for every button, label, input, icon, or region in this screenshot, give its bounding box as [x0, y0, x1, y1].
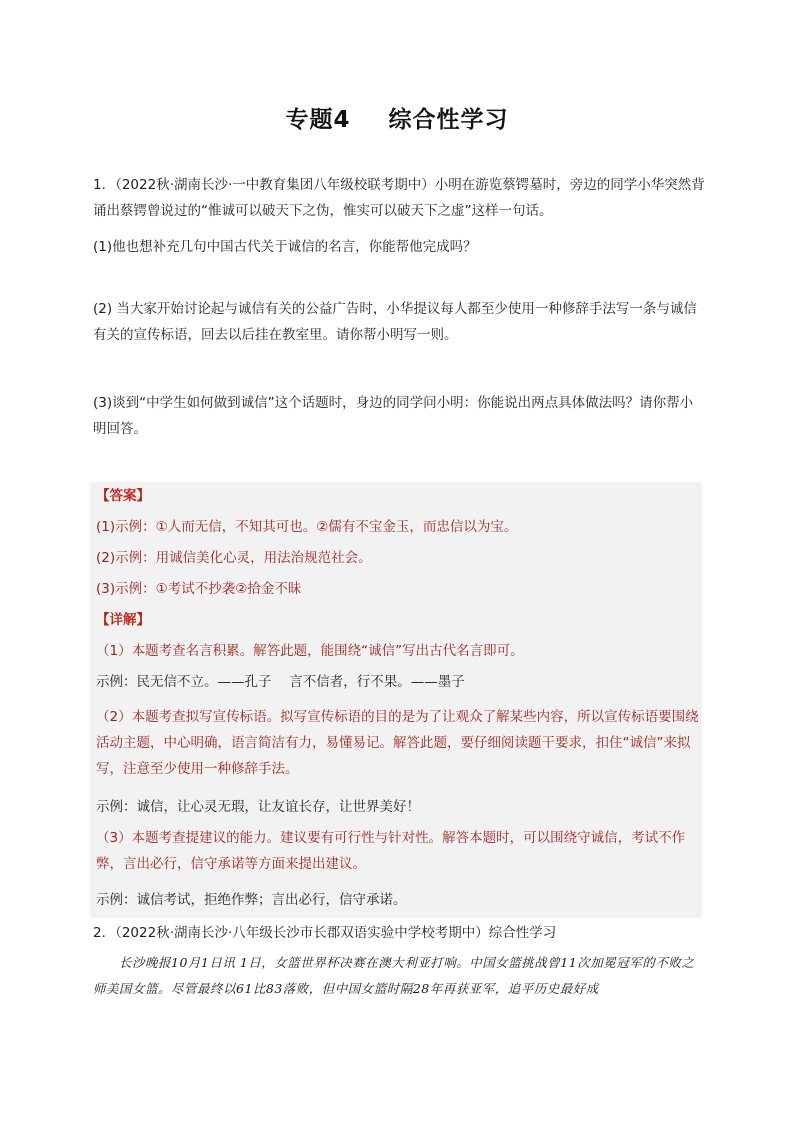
detail-2-example: 示例：诚信，让心灵无瑕，让友谊长存，让世界美好！ [96, 799, 420, 815]
page-title [0, 101, 794, 134]
question-1-stem: 1．（2022秋·湖南长沙·一中教育集团八年级校联考期中）小明在游览蔡锷墓时，旁边的同学小华突然背诵出蔡锷曾说过的“惟诚可以破天下之伪，惟实可以破天下之虚”这样一句话。 [93, 177, 705, 219]
question-1-part-1: (1)他也想补充几句中国古代关于诚信的名言，你能帮他完成吗？ [93, 239, 477, 255]
answer-2: (2)示例：用诚信美化心灵，用法治规范社会。 [96, 550, 372, 566]
answer-tag: 【答案】 [96, 488, 150, 504]
answer-1: (1)示例：①人而无信，不知其可也。②儒有不宝金玉，而忠信以为宝。 [96, 519, 518, 535]
question-1-part-3: (3)谈到“中学生如何做到诚信”这个话题时，身边的同学问小明：你能说出两点具体做法吗？请你帮小明回答。 [93, 395, 694, 437]
detail-1: （1）本题考查名言积累。解答此题，能围绕“诚信”写出古代名言即可。 [96, 643, 524, 659]
detail-2: （2）本题考查拟写宣传标语。拟写宣传标语的目的是为了让观众了解某些内容，所以宣传标语要围绕活动主题，中心明确，语言简洁有力，易懂易记。解答此题，要仔细阅读题干要求，扣住“诚信”来拟写，注意至少使用一种修辞手法。 [96, 709, 699, 777]
question-2-story: 长沙晚报10月1日讯 1日，女篮世界杯决赛在澳大利亚打响。中国女篮挑战曾11次加冕冠军的不败之师美国女篮。尽管最终以61比83落败，但中国女篮时隔28年再获亚军，追平历史最好成 [93, 955, 695, 996]
title-main: 专题4 [285, 107, 351, 133]
detail-3-example: 示例：诚信考试，拒绝作弊；言出必行，信守承诺。 [96, 892, 407, 908]
title-sub: 综合性学习 [388, 107, 509, 133]
answer-3: (3)示例：①考试不抄袭②拾金不昧 [96, 581, 302, 597]
detail-tag: 【详解】 [96, 612, 150, 628]
detail-1-example: 示例：民无信不立。——孔子 言不信者，行不果。——墨子 [96, 674, 465, 690]
question-1-part-2: (2) 当大家开始讨论起与诚信有关的公益广告时，小华提议每人都至少使用一种修辞手法写一条与诚信有关的宣传标语，回去以后挂在教室里。请你帮小明写一则。 [93, 301, 697, 343]
detail-3: （3）本题考查提建议的能力。建议要有可行性与针对性。解答本题时，可以围绕守诚信，考试不作弊，言出必行，信守承诺等方面来提出建议。 [96, 830, 686, 872]
question-2-stem: 2．（2022秋·湖南长沙·八年级长沙市长郡双语实验中学校考期中）综合性学习 [93, 925, 557, 941]
